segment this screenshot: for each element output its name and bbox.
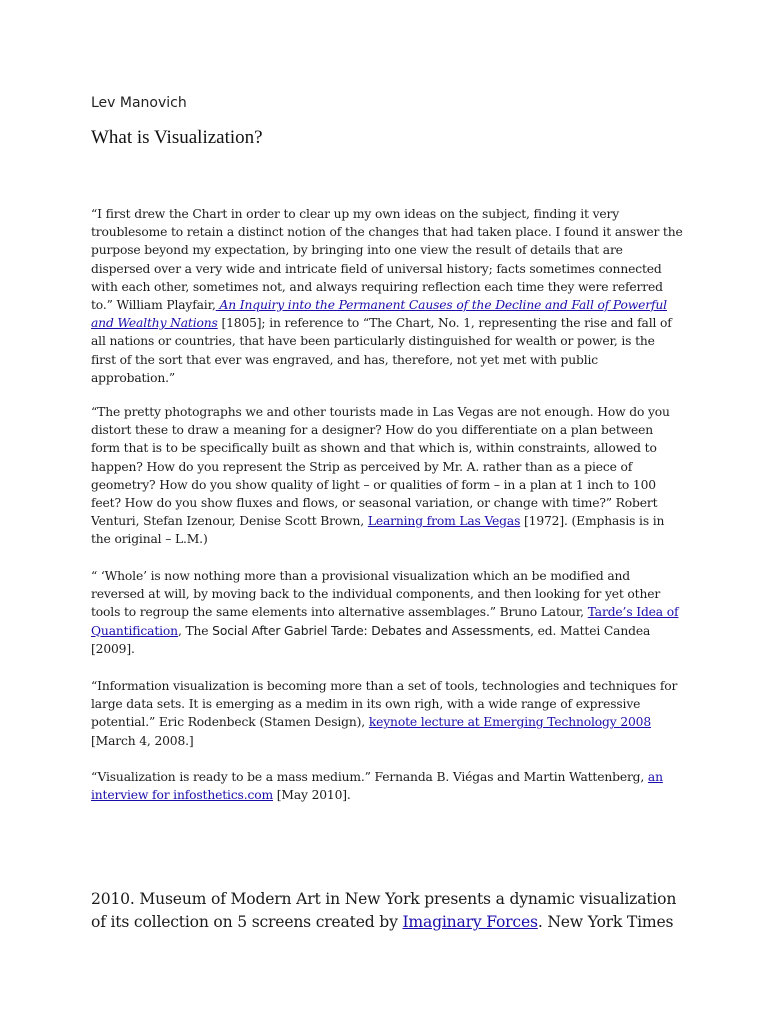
quote-text: [May 2010]. bbox=[272, 788, 351, 803]
quote-text: “Visualization is ready to be a mass medium.” Fernanda B. Viégas and Martin Wattenberg, bbox=[91, 770, 648, 784]
closing-text: . New York Times bbox=[537, 913, 674, 931]
quote-playfair bbox=[91, 205, 683, 387]
quote-text: [1972]. (Emphasis is in the original – L.M.) bbox=[91, 514, 665, 547]
tarde-link[interactable]: Tarde’s Idea of Quantification bbox=[91, 605, 679, 638]
closing-paragraph bbox=[91, 888, 691, 934]
imaginary-forces-link[interactable]: Imaginary Forces bbox=[402, 913, 538, 931]
quote-text: “The pretty photographs we and other tourists made in Las Vegas are not enough. How do you distort these to draw a meaning for a designer? How do you differentiate on a plan between form that is to be specifically built as shown and that which is, within constraints, allowed to happen? How do you represent the Strip as perceived by Mr. A. rather than as a piece of geometry? How do you show quality of light – or qualities of form – in a plan at 1 inch to 100 feet? How do you show fluxes and flows, or seasonal variation, or change with time?” Robert Venturi, Stefan Izenour, Denise Scott Brown, bbox=[91, 405, 670, 529]
quote-book-title: Social After Gabriel Tarde: Debates and Assessments bbox=[212, 623, 531, 638]
quote-text: “I first drew the Chart in order to clear up my own ideas on the subject, finding it very troublesome to retain a distinct notion of the changes that had taken place. I found it answer the purpose beyond my expectation, by bringing into one view the result of details that are dispersed over a very wide and intricate field of universal history; facts sometimes connected with each other, sometimes not, and always requiring reflection each time they were referred to.” William Playfair, bbox=[91, 207, 683, 313]
quote-viegas bbox=[91, 768, 683, 804]
document-title: What is Visualization? bbox=[91, 127, 263, 148]
quote-text: “ ‘Whole’ is now nothing more than a provisional visualization which an be modified and reversed at will, by moving back to the individual components, and then looking for yet other tools to regroup the same elements into alternative assemblages.” Bruno Latour, bbox=[91, 569, 661, 620]
playfair-book-link[interactable]: An Inquiry into the Permanent Causes of the Decline and Fall of Powerful and Wealthy Nations bbox=[91, 298, 667, 331]
quote-text: , ed. Mattei Candea [2009]. bbox=[91, 623, 651, 656]
quote-text: [1805]; in reference to “The Chart, No. 1, representing the rise and fall of all nations or countries, that have been particularly distinguished for wealth or power, is the first of the sort that ever was engraved, and has, therefore, not yet met with public approbation.” bbox=[91, 316, 672, 385]
keynote-link[interactable]: keynote lecture at Emerging Technology 2008 bbox=[368, 715, 652, 730]
closing-text: 2010. Museum of Modern Art in New York presents a dynamic visualization of its collection on 5 screens created by bbox=[91, 890, 677, 931]
quote-rodenbeck bbox=[91, 677, 683, 750]
las-vegas-link[interactable]: Learning from Las Vegas bbox=[367, 514, 521, 529]
quote-text: , The bbox=[177, 623, 213, 638]
infosthetics-link[interactable]: an interview for infosthetics.com bbox=[91, 770, 663, 803]
quote-venturi bbox=[91, 403, 683, 549]
quote-text: “Information visualization is becoming more than a set of tools, technologies and techniques for large data sets. It is emerging as a medim in its own righ, with a wide range of expressive potential.” Eric Rodenbeck (Stamen Design), bbox=[91, 679, 678, 730]
quote-text: [March 4, 2008.] bbox=[91, 733, 194, 748]
author-name: Lev Manovich bbox=[91, 95, 187, 111]
quote-latour bbox=[91, 567, 683, 658]
